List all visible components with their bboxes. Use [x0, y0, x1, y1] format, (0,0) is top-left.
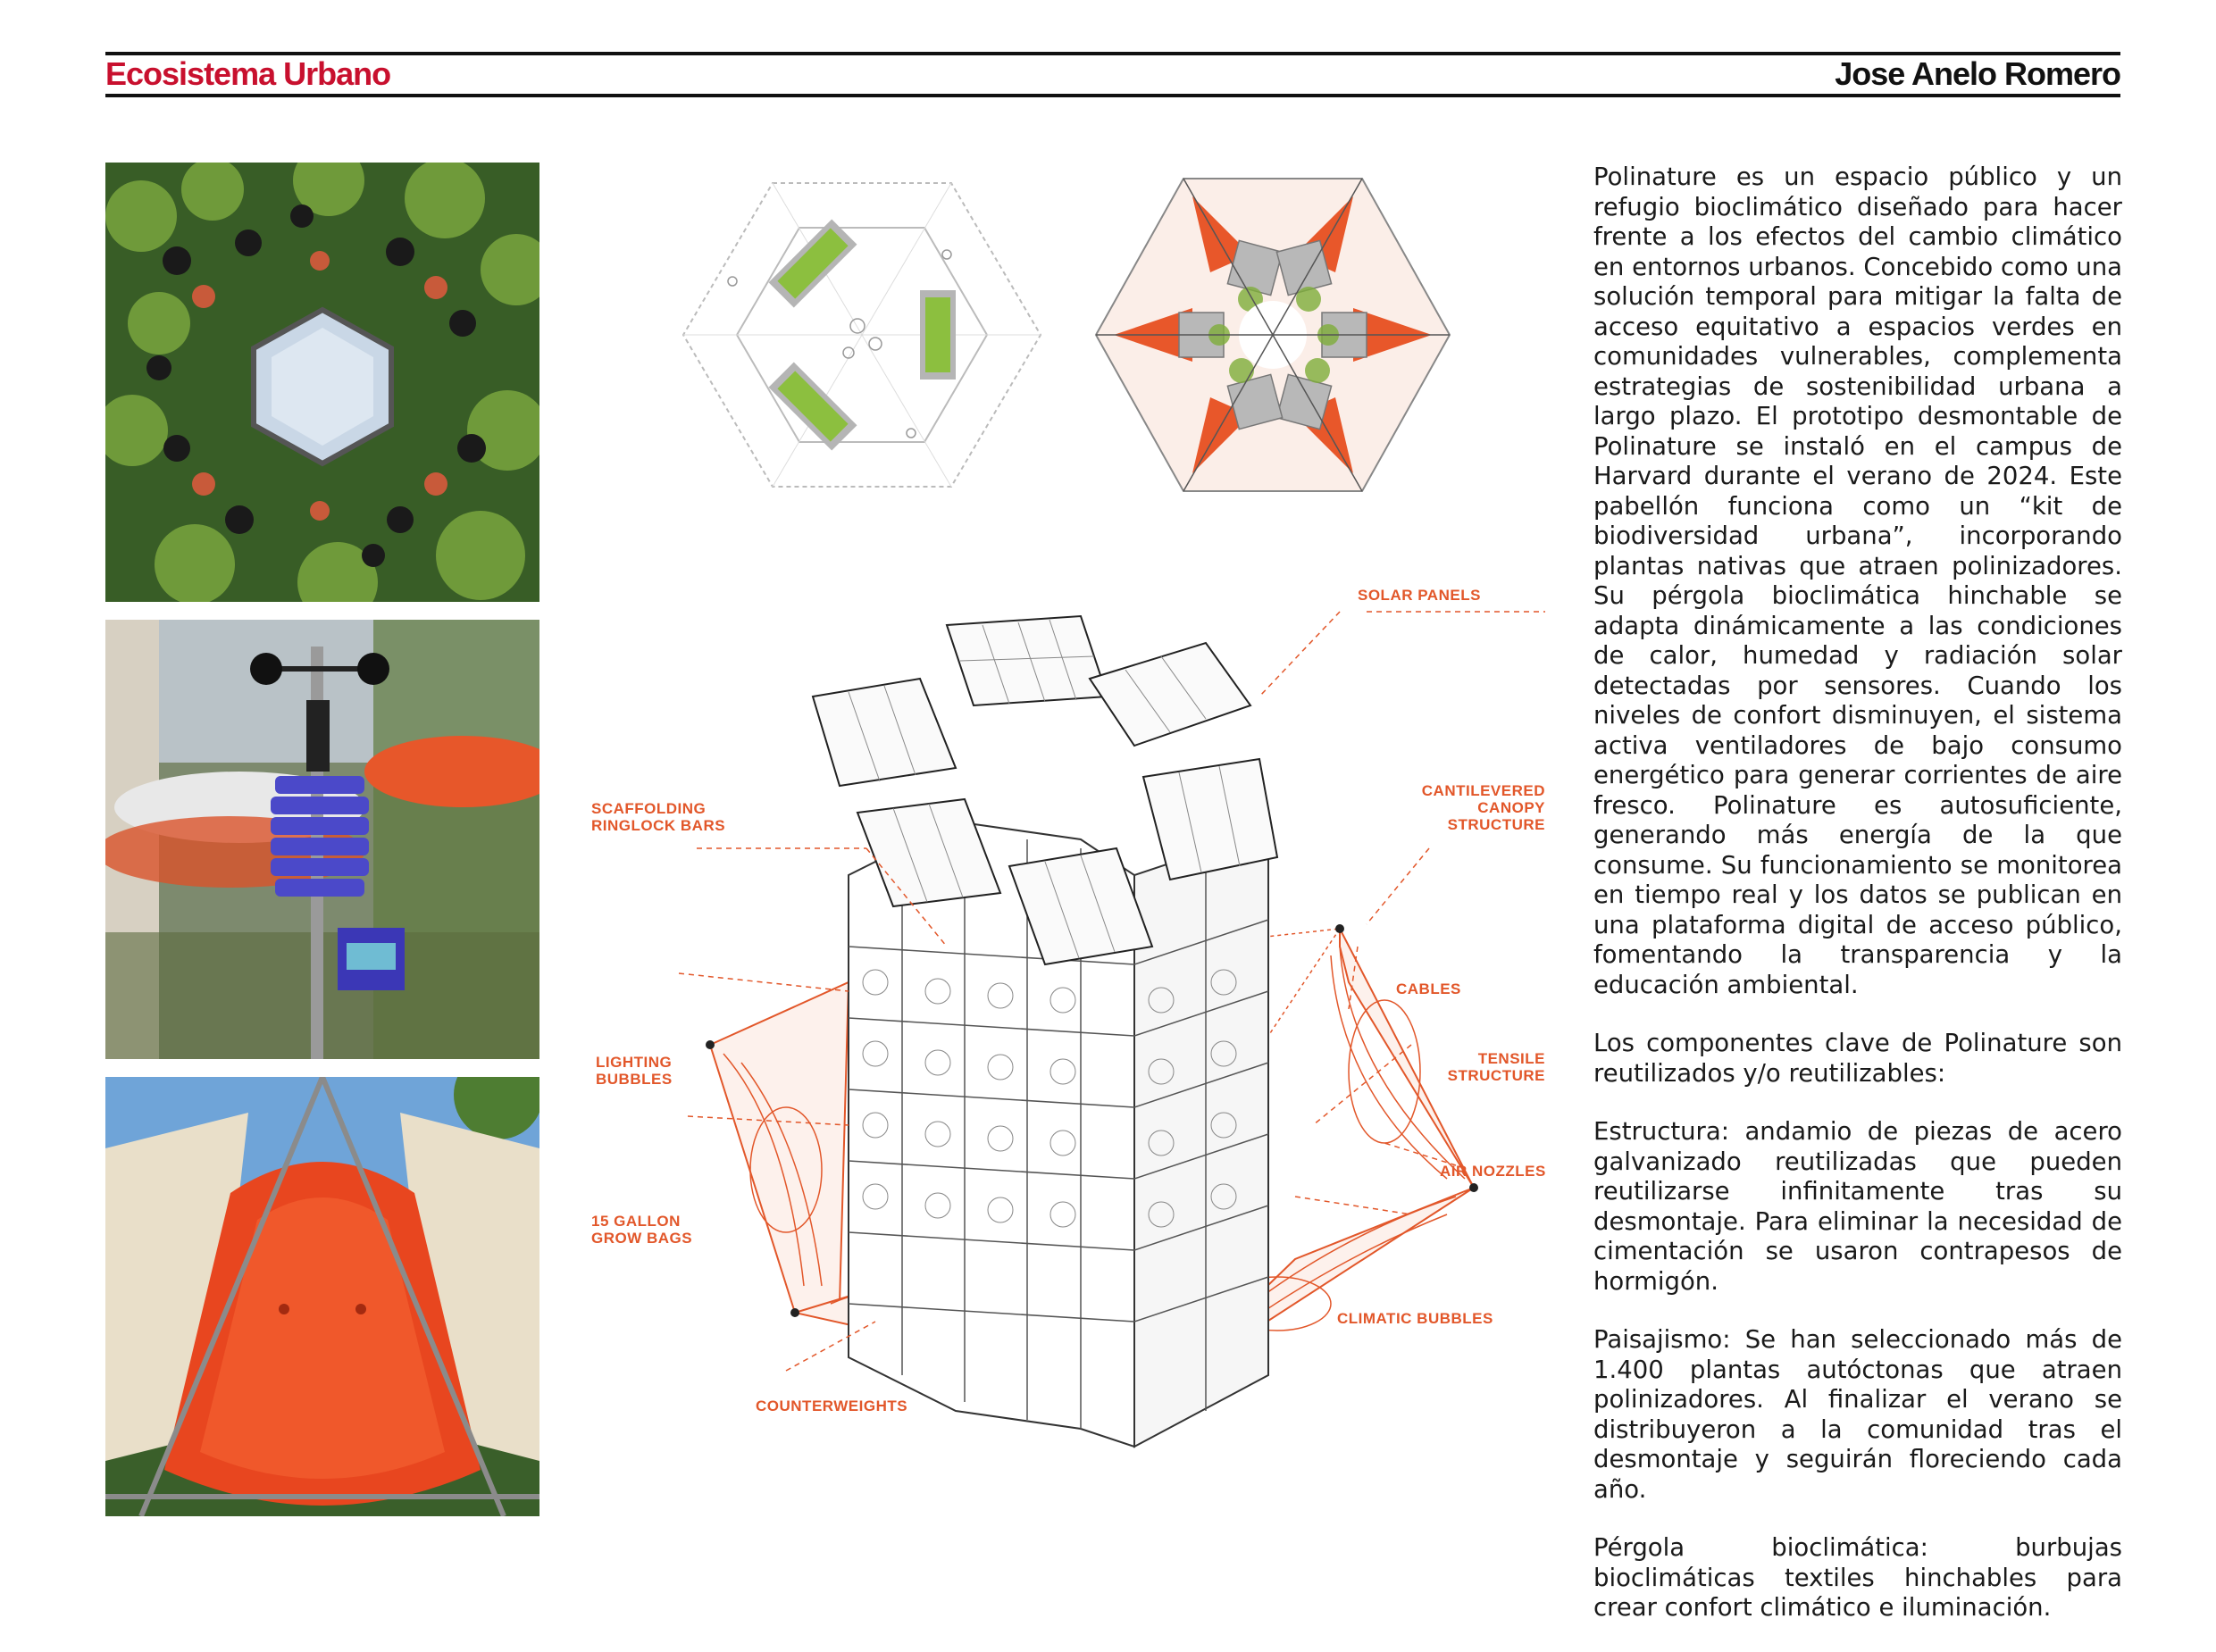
label-grow-bags	[591, 1213, 692, 1247]
label-line: STRUCTURE	[1447, 816, 1545, 833]
label-tensile-structure	[1376, 1050, 1545, 1084]
photo-tower-interior	[105, 163, 539, 602]
label-solar-panels: SOLAR PANELS	[1358, 587, 1481, 604]
label-line: TENSILE	[1477, 1050, 1545, 1067]
label-cantilevered-canopy	[1376, 782, 1545, 833]
header-left-title: Ecosistema Urbano	[105, 55, 391, 92]
label-scaffolding	[591, 800, 725, 834]
label-cables: CABLES	[1396, 980, 1461, 997]
paragraph-intro: Polinature es un espacio público y un refugio bioclimático diseñado para hacer frente a los efectos del cambio climático en entornos urbanos. Concebido como una solución temporal para mitigar la falta de acceso equitativo a espacios verdes en comunidades vulnerables, complementa estrategias de sostenibilidad urbana a largo plazo. El prototipo desmontable de Polinature se instaló en el campus de Harvard durante el verano de 2024. Este pabellón funciona como un “kit de biodiversidad urbana”, incorporando plantas nativas que atraen polinizadores. Su pérgola bioclimática hinchable se adapta dinámicamente a las condiciones de calor, humedad y radiación solar detectadas por sensores. Cuando los niveles de confort disminuyen, el sistema activa ventiladores de bajo consumo energético para generar corrientes de aire fresco. Polinature es autosuficiente, generando más energía de la que consume. Su funcionamiento se monitorea en tiempo real y los datos se publican en una plataforma digital de acceso público, fomentando la transparencia y la educación ambiental.	[1593, 163, 2122, 999]
label-lighting-bubbles	[596, 1054, 673, 1088]
photo-orange-bubble	[105, 1077, 539, 1516]
label-air-nozzles: AIR NOZZLES	[1440, 1163, 1546, 1180]
plan-drawing-ground	[679, 174, 1045, 496]
plan-drawing-roof	[1094, 174, 1451, 496]
header-rule-top	[105, 52, 2120, 55]
paragraph-landscape: Paisajismo: Se han seleccionado más de 1.400 plantas autóctonas que atraen polinizadores. Al finalizar el verano se distribuyeron a la comunidad tras el desmontaje y seguirán floreciendo cada año.	[1593, 1325, 2122, 1504]
axonometric-diagram	[581, 572, 1581, 1464]
paragraph-pergola: Pérgola bioclimática: burbujas bioclimáticas textiles hinchables para crear confort climático e iluminación.	[1593, 1533, 2122, 1622]
label-counterweights: COUNTERWEIGHTS	[756, 1398, 908, 1414]
paragraph-structure: Estructura: andamio de piezas de acero galvanizado reutilizadas que pueden reutilizarse infinitamente tras su desmontaje. Para eliminar la necesidad de cimentación se usaron contrapesos de hormigón.	[1593, 1117, 2122, 1296]
label-line: STRUCTURE	[1447, 1067, 1545, 1084]
label-line: GROW BAGS	[591, 1230, 693, 1247]
label-climatic-bubbles: CLIMATIC BUBBLES	[1337, 1310, 1493, 1327]
label-line: CANOPY	[1477, 799, 1545, 816]
label-line: LIGHTING	[596, 1054, 673, 1071]
label-line: 15 GALLON	[591, 1213, 681, 1230]
header-right-title: Jose Anelo Romero	[1835, 55, 2120, 92]
body-text-column	[1593, 163, 2122, 1652]
header-rule-bottom	[105, 94, 2120, 97]
photo-weather-station	[105, 620, 539, 1059]
label-line: CANTILEVERED	[1421, 782, 1545, 799]
label-line: SCAFFOLDING	[591, 800, 707, 817]
paragraph-components: Los componentes clave de Polinature son reutilizados y/o reutilizables:	[1593, 1029, 2122, 1088]
label-line: RINGLOCK BARS	[591, 817, 726, 834]
label-line: BUBBLES	[596, 1071, 673, 1088]
